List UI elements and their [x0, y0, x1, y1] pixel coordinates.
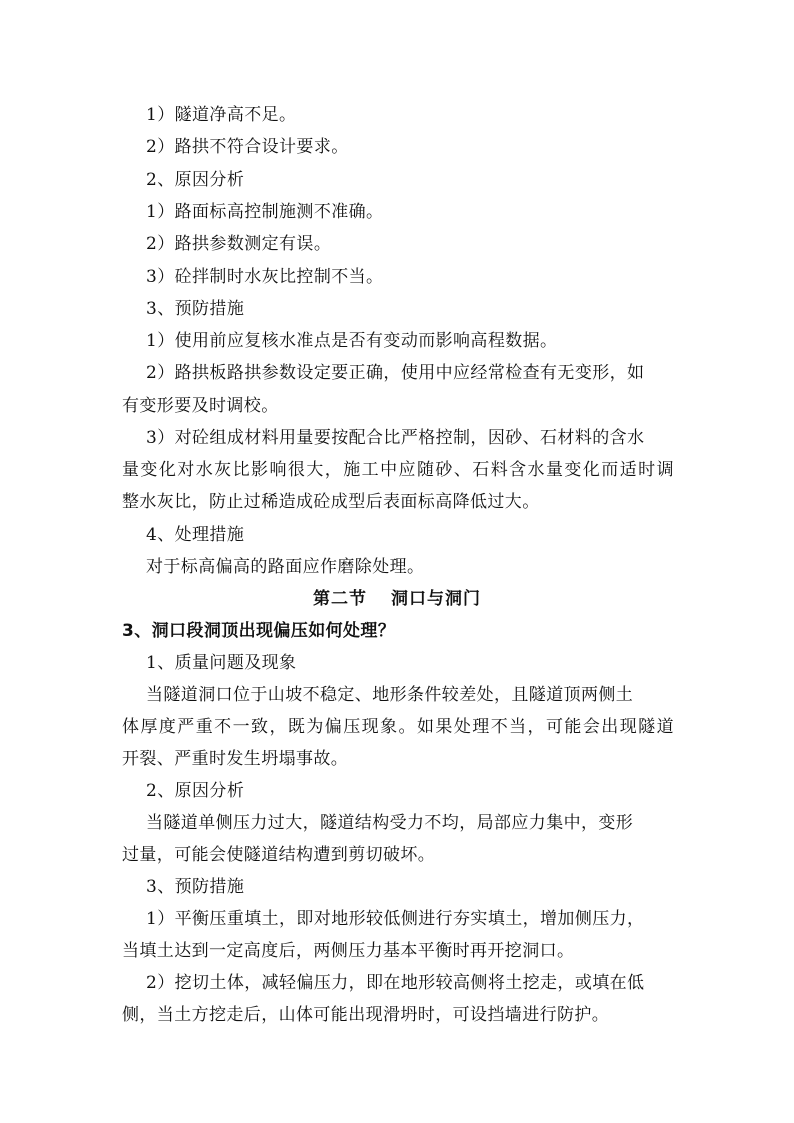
subheading: 4、处理措施: [146, 525, 245, 545]
text-line: 2）路拱不符合设计要求。: [146, 137, 349, 157]
paragraph-line: 整水灰比，防止过稀造成砼成型后表面标高降低过大。: [122, 492, 540, 512]
paragraph-line: 当隧道单侧压力过大，隧道结构受力不均，局部应力集中，变形: [146, 813, 634, 833]
section-number: 第二节: [313, 589, 367, 609]
text-line: 2）路拱参数测定有误。: [146, 234, 332, 254]
text-line: 3）砼拌制时水灰比控制不当。: [146, 267, 384, 287]
paragraph-line: 3）对砼组成材料用量要按配合比严格控制，因砂、石材料的含水: [146, 428, 645, 448]
subheading: 1、质量问题及现象: [146, 653, 297, 673]
subheading: 3、预防措施: [146, 877, 245, 897]
subheading: 2、原因分析: [146, 170, 245, 190]
paragraph-line: 当填土达到一定高度后，两侧压力基本平衡时再开挖洞口。: [122, 941, 575, 961]
paragraph-line: 2）挖切土体，减轻偏压力，即在地形较高侧将土挖走，或填在低: [146, 973, 645, 993]
text-line: 对于标高偏高的路面应作磨除处理。: [146, 557, 425, 577]
paragraph-line: 1）平衡压重填土，即对地形较低侧进行夯实填土，增加侧压力，: [146, 909, 645, 929]
subheading: 3、预防措施: [146, 299, 245, 319]
paragraph-line: 量变化对水灰比影响很大，施工中应随砂、石料含水量变化而适时调: [122, 460, 674, 480]
section-title: [0, 588, 794, 610]
question-heading: 3、洞口段洞顶出现偏压如何处理？: [122, 621, 396, 641]
paragraph-line: 当隧道洞口位于山坡不稳定、地形条件较差处，且隧道顶两侧土: [146, 685, 634, 705]
paragraph-line: 侧，当土方挖走后，山体可能出现滑坍时，可设挡墙进行防护。: [122, 1005, 610, 1025]
text-line: 1）隧道净高不足。: [146, 105, 297, 125]
text-line: 1）使用前应复核水准点是否有变动而影响高程数据。: [146, 331, 558, 351]
paragraph-line: 过量，可能会使隧道结构遭到剪切破坏。: [122, 845, 436, 865]
paragraph-line: 开裂、严重时发生坍塌事故。: [122, 749, 349, 769]
paragraph-line: 2）路拱板路拱参数设定要正确，使用中应经常检查有无变形，如: [146, 363, 645, 383]
paragraph-line: 有变形要及时调校。: [122, 396, 279, 416]
paragraph-line: 体厚度严重不一致，既为偏压现象。如果处理不当，可能会出现隧道: [122, 717, 674, 737]
text-line: 1）路面标高控制施测不准确。: [146, 202, 384, 222]
section-name: 洞口与洞门: [391, 589, 481, 609]
subheading: 2、原因分析: [146, 781, 245, 801]
